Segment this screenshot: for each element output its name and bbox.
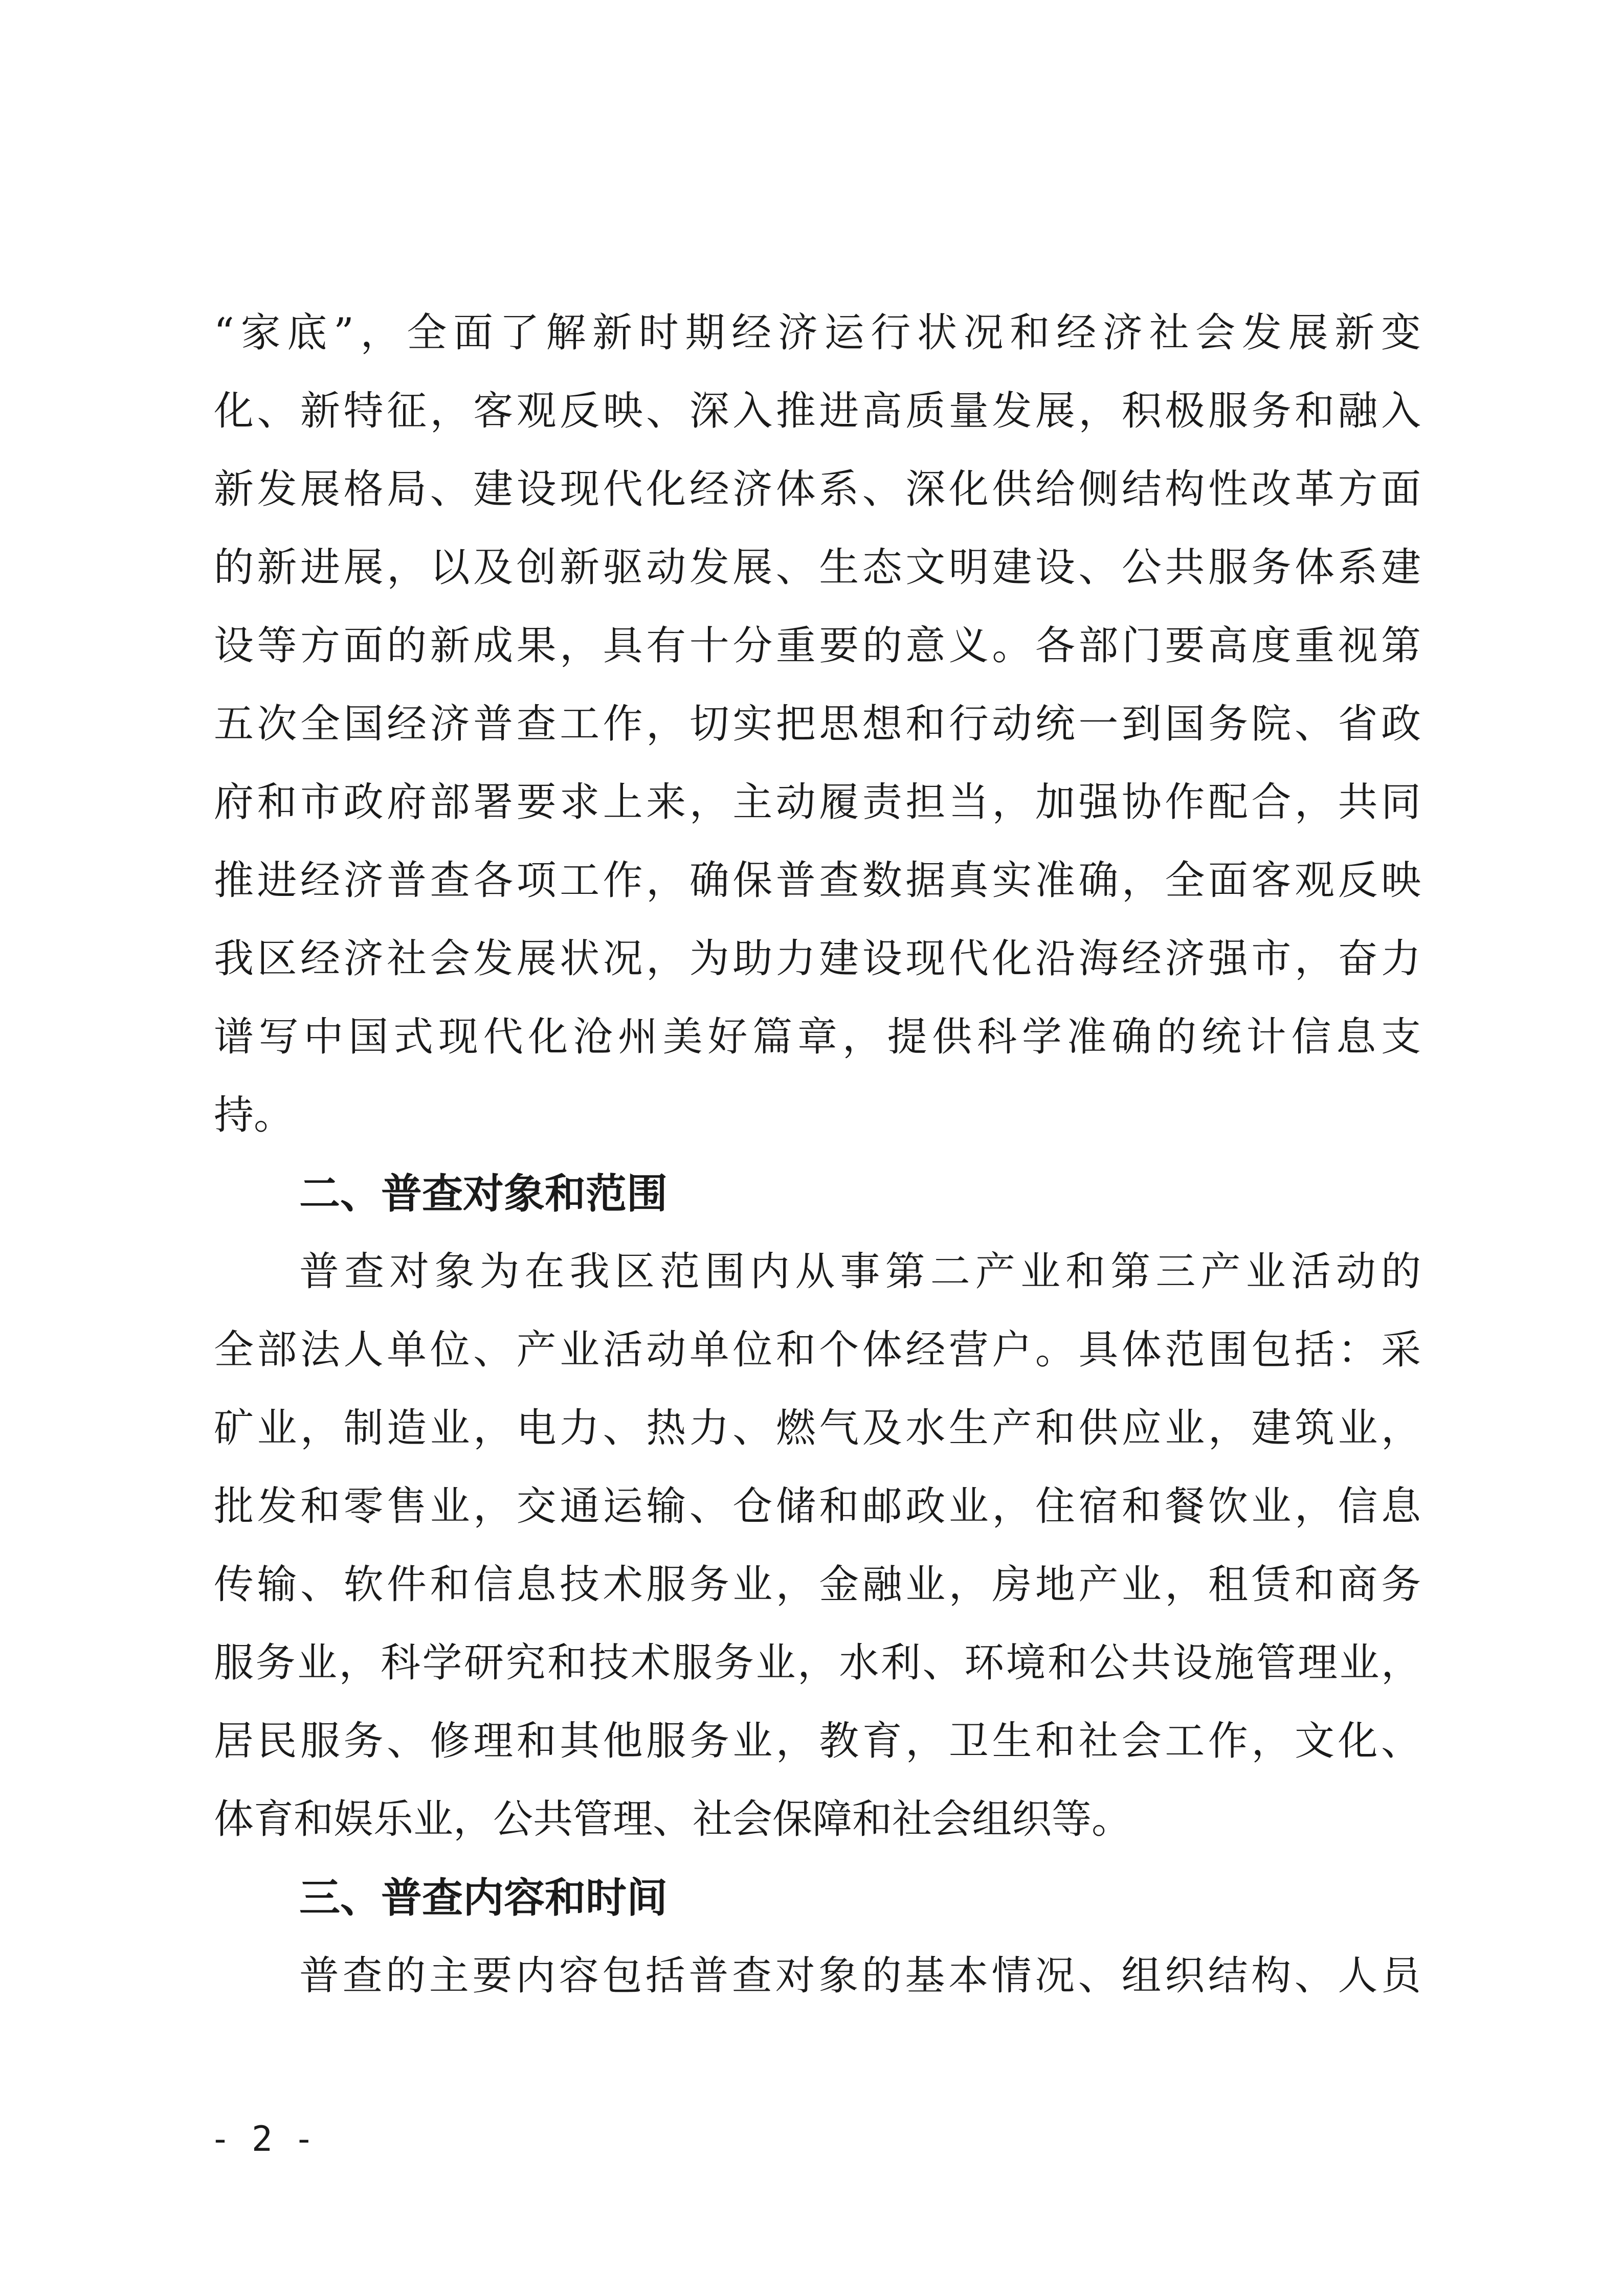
section-heading: 二、普查对象和范围 bbox=[299, 1170, 668, 1218]
paragraph-line: 体育和娱乐业，公共管理、社会保障和社会组织等。 bbox=[214, 1796, 1132, 1842]
paragraph-line: 府和市政府部署要求上来，主动履责担当，加强协作配合，共同 bbox=[214, 779, 1421, 825]
section-heading: 三、普查内容和时间 bbox=[299, 1874, 668, 1922]
paragraph-line: 居民服务、修理和其他服务业，教育，卫生和社会工作，文化、 bbox=[214, 1718, 1421, 1764]
paragraph-line: 的新进展，以及创新驱动发展、生态文明建设、公共服务体系建 bbox=[214, 545, 1421, 591]
paragraph-line: 谱写中国式现代化沧州美好篇章，提供科学准确的统计信息支 bbox=[214, 1014, 1421, 1060]
paragraph-line: 化、新特征，客观反映、深入推进高质量发展，积极服务和融入 bbox=[214, 388, 1421, 434]
page-number: - 2 - bbox=[210, 2119, 315, 2159]
paragraph-line: 持。 bbox=[214, 1092, 294, 1138]
paragraph-line: 五次全国经济普查工作，切实把思想和行动统一到国务院、省政 bbox=[214, 701, 1421, 747]
paragraph-line: 我区经济社会发展状况，为助力建设现代化沿海经济强市，奋力 bbox=[214, 936, 1421, 982]
paragraph-line: 传输、软件和信息技术服务业，金融业，房地产业，租赁和商务 bbox=[214, 1562, 1421, 1608]
paragraph-line: 普查的主要内容包括普查对象的基本情况、组织结构、人员 bbox=[299, 1953, 1421, 1999]
paragraph-line: 推进经济普查各项工作，确保普查数据真实准确，全面客观反映 bbox=[214, 858, 1421, 904]
paragraph-line: 批发和零售业，交通运输、仓储和邮政业，住宿和餐饮业，信息 bbox=[214, 1483, 1421, 1529]
paragraph-line: 新发展格局、建设现代化经济体系、深化供给侧结构性改革方面 bbox=[214, 466, 1421, 512]
paragraph-line: 矿业，制造业，电力、热力、燃气及水生产和供应业，建筑业， bbox=[214, 1405, 1421, 1451]
paragraph-line: 服务业，科学研究和技术服务业，水利、环境和公共设施管理业， bbox=[214, 1640, 1421, 1686]
paragraph-line: 设等方面的新成果，具有十分重要的意义。各部门要高度重视第 bbox=[214, 623, 1421, 669]
paragraph-line: 普查对象为在我区范围内从事第二产业和第三产业活动的 bbox=[299, 1249, 1421, 1295]
paragraph-line: “家底”，全面了解新时期经济运行状况和经济社会发展新变 bbox=[214, 310, 1421, 356]
paragraph-line: 全部法人单位、产业活动单位和个体经营户。具体范围包括：采 bbox=[214, 1327, 1421, 1373]
